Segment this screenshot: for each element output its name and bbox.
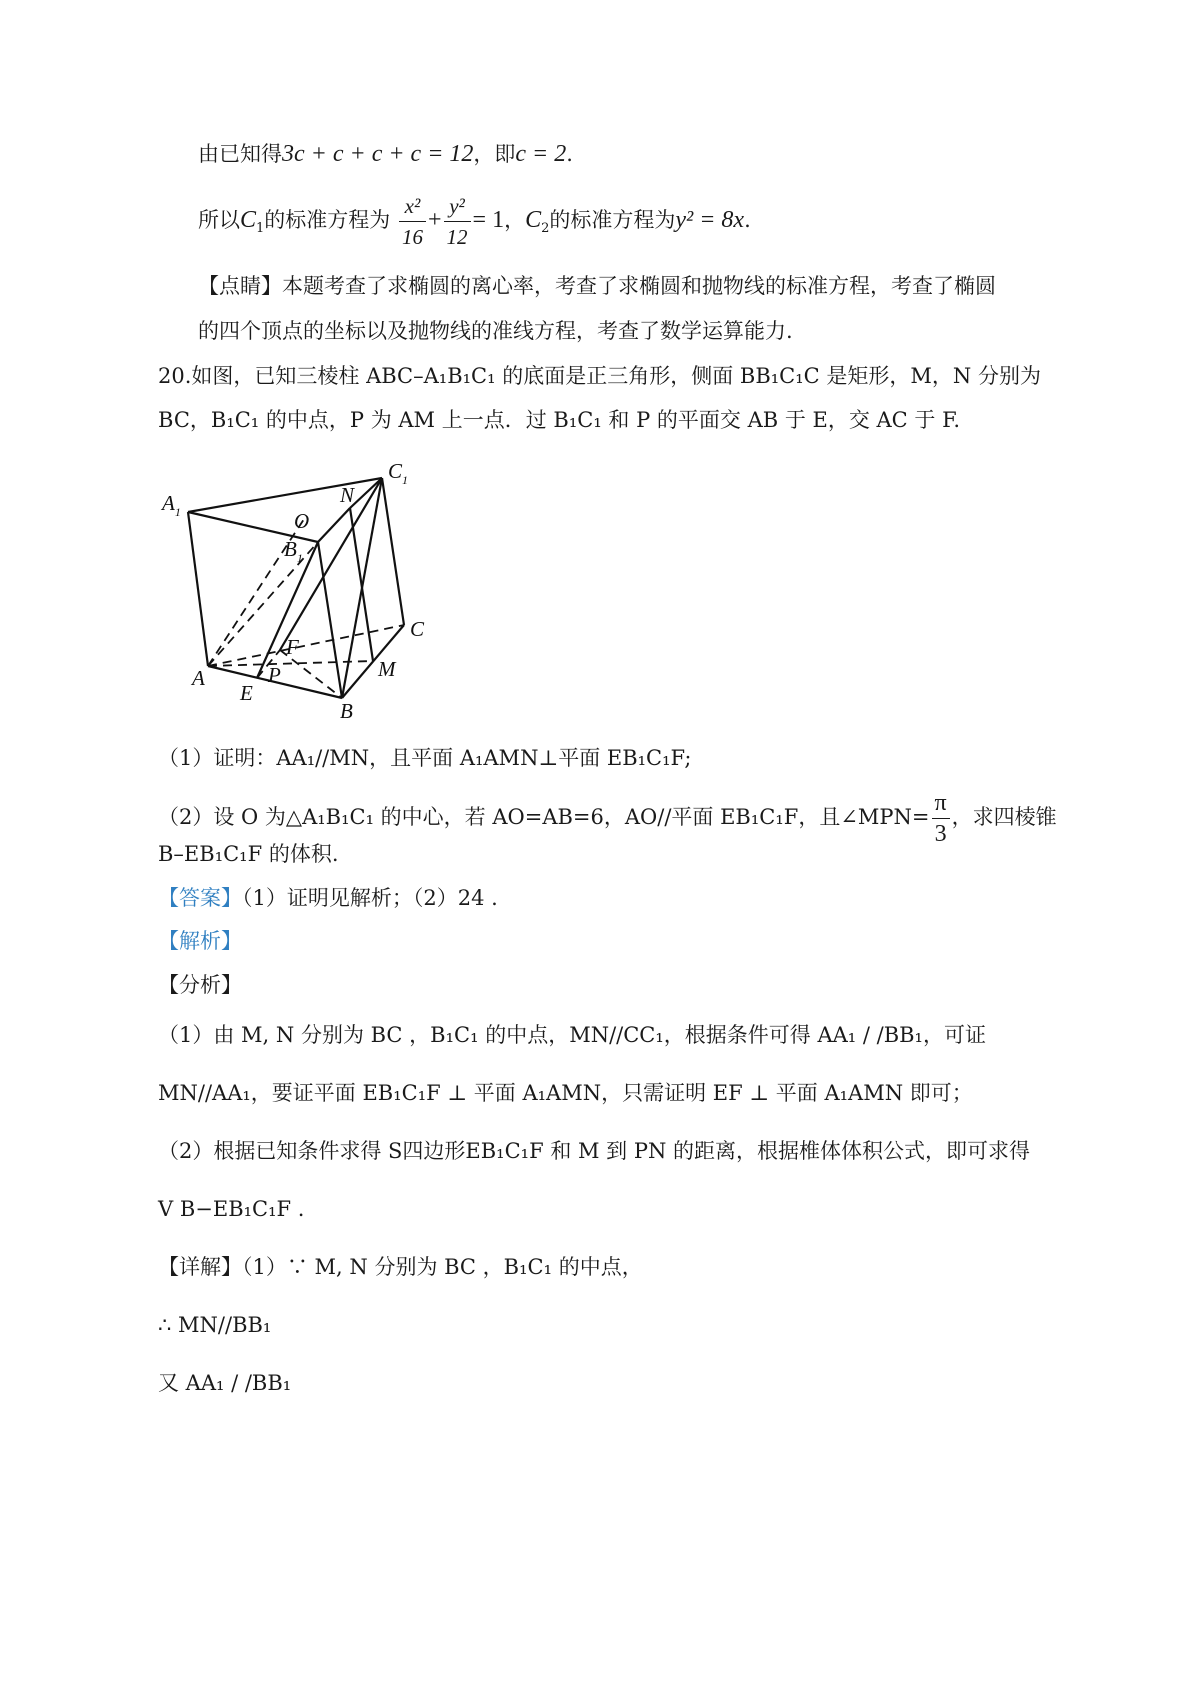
fraction-y2-12: $\frac{\text{y²}}{12}$ xyxy=(444,191,471,252)
label-c1: $C_1$ xyxy=(388,460,409,487)
label-a1: $A_1$ xyxy=(162,491,181,519)
fraction-x2-16: $\frac{\text{x²}}{16}$ xyxy=(399,191,426,252)
dianjing-line-2: 的四个顶点的坐标以及抛物线的准线方程，考查了数学运算能力. xyxy=(198,319,793,343)
label-a: A xyxy=(192,666,205,690)
label-n: N xyxy=(340,483,355,507)
question-20-line-1: 20.如图，已知三棱柱 ABC–A₁B₁C₁ 的底面是正三角形，侧面 BB₁C₁C 是矩形，M，N 分别为 xyxy=(158,364,1041,388)
solution-line-1: 由已知得3c + c + c + c = 12，即c = 2. xyxy=(198,141,573,167)
label-e: E xyxy=(240,681,253,705)
answer-tag: 【答案】 xyxy=(158,886,242,910)
edge-b1-n xyxy=(318,508,350,542)
detail-line-3: 又 AA₁ / /BB₁ xyxy=(158,1371,292,1395)
analysis-2-line-2: V B−EB₁C₁F . xyxy=(158,1197,305,1221)
prism-figure xyxy=(150,460,450,720)
analysis-2-line-1: （2）根据已知条件求得 S四边形EB₁C₁F 和 M 到 PN 的距离，根据椎体体积公式，即可求得 xyxy=(158,1139,1031,1163)
equation: 3c + c + c + c = 12 xyxy=(282,141,474,167)
fraction-pi-3: $\frac{\pi}{3}$ xyxy=(932,788,950,849)
fenxi-tag: 【分析】 xyxy=(158,973,242,997)
question-part-1: （1）证明：AA₁//MN，且平面 A₁AMN⊥平面 EB₁C₁F; xyxy=(158,746,692,770)
question-part-2-line-2: B–EB₁C₁F 的体积. xyxy=(158,842,339,866)
analysis-tag: 【解析】 xyxy=(158,929,242,953)
answer-line: 【答案】（1）证明见解析；（2）24 . xyxy=(158,886,498,910)
detail-line-2: ∴ MN//BB₁ xyxy=(158,1313,272,1337)
label-f: F xyxy=(286,635,299,659)
detail-line-1: 【详解】（1）∵ M, N 分别为 BC ，B₁C₁ 的中点， xyxy=(158,1255,643,1279)
label-c: C xyxy=(410,617,425,641)
label-p: P xyxy=(268,663,281,687)
question-part-2-line-1: （2）设 O 为△A₁B₁C₁ 的中心，若 AO=AB=6，AO//平面 EB₁C₁F，且∠MPN= $\frac{\pi}{3}$ ，求四棱锥 xyxy=(158,790,1057,847)
edge-c1-c xyxy=(382,478,404,625)
analysis-1-line-2: MN//AA₁，要证平面 EB₁C₁F ⊥ 平面 A₁AMN，只需证明 EF ⊥ 平面 A₁AMN 即可； xyxy=(158,1081,973,1105)
solution-line-2: 所以$C_1$的标准方程为 $\frac{\text{x²}}{16}$ + $\frac{\text{y²}}{12}$ = 1，$C_2$的标准方程为y² = 8x. xyxy=(198,190,751,259)
question-20-line-2: BC，B₁C₁ 的中点，P 为 AM 上一点．过 B₁C₁ 和 P 的平面交 AB 于 E，交 AC 于 F. xyxy=(158,408,961,432)
dianjing-line-1: 【点睛】本题考查了求椭圆的离心率，考查了求椭圆和抛物线的标准方程，考查了椭圆 xyxy=(198,274,996,298)
analysis-1-line-1: （1）由 M, N 分别为 BC ，B₁C₁ 的中点，MN//CC₁，根据条件可得 AA₁ / /BB₁，可证 xyxy=(158,1023,986,1047)
label-o: O xyxy=(294,509,310,533)
result: c = 2 xyxy=(515,141,567,167)
label-b: B xyxy=(340,699,353,720)
label-b1: $B_1$ xyxy=(284,537,303,565)
label-m: M xyxy=(378,657,396,681)
edge-a1-a xyxy=(188,512,208,666)
